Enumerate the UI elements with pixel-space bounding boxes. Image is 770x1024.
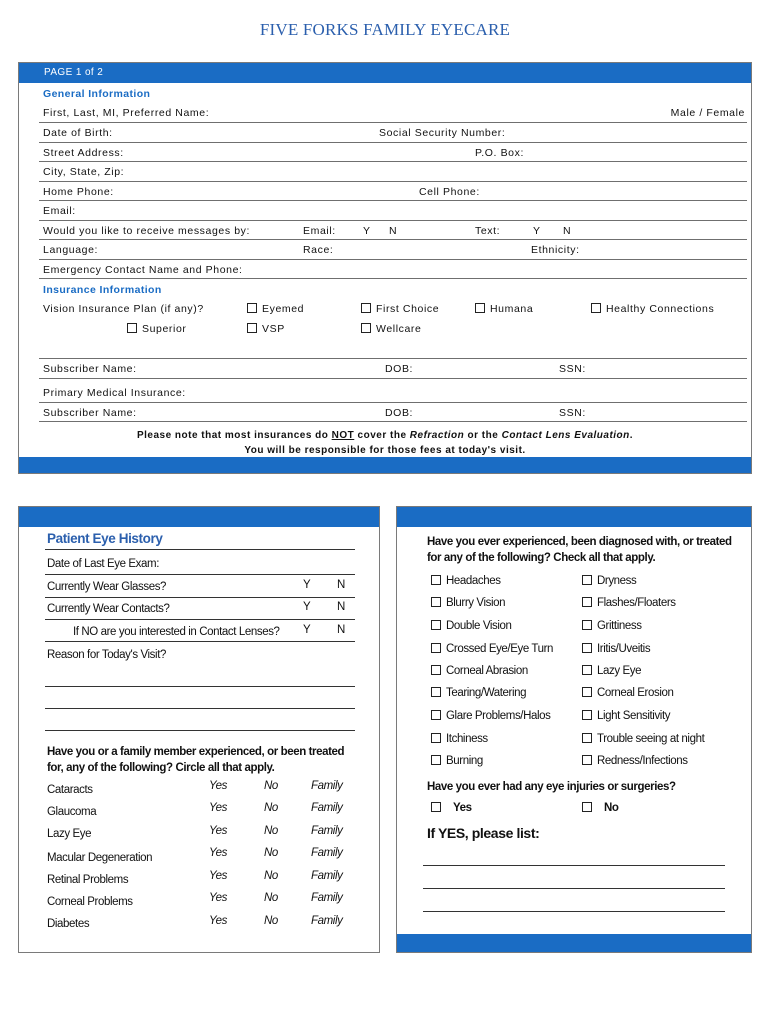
checkbox[interactable] — [431, 643, 441, 653]
symptom-item[interactable]: Trouble seeing at night — [582, 733, 704, 745]
ethnicity-label: Ethnicity: — [531, 244, 580, 256]
dob-label: Date of Birth: — [43, 127, 113, 139]
interested-contacts-label: If NO are you interested in Contact Lenses? — [73, 626, 280, 638]
checkbox[interactable] — [431, 597, 441, 607]
subscriber-dob-label: DOB: — [385, 363, 414, 375]
reason-line[interactable] — [45, 708, 355, 709]
checkbox[interactable] — [431, 733, 441, 743]
condition-family[interactable]: Family — [311, 870, 343, 882]
glasses-no[interactable]: N — [337, 579, 345, 591]
vision-plan-row-2 — [39, 319, 747, 339]
checkbox[interactable] — [582, 710, 592, 720]
condition-yes[interactable]: Yes — [209, 892, 227, 904]
plan-superior[interactable]: Superior — [127, 323, 187, 335]
checkbox[interactable] — [361, 323, 371, 333]
street-label: Street Address: — [43, 146, 124, 159]
medical-ssn-label: SSN: — [559, 406, 586, 419]
checkbox[interactable] — [431, 755, 441, 765]
checkbox[interactable] — [582, 665, 592, 675]
checkbox[interactable] — [582, 643, 592, 653]
injury-list-line[interactable] — [423, 911, 725, 912]
condition-label: Lazy Eye — [47, 828, 92, 840]
checkbox[interactable] — [361, 303, 371, 313]
race-label: Race: — [303, 244, 334, 256]
checkbox[interactable] — [431, 575, 441, 585]
interested-no[interactable]: N — [337, 624, 345, 636]
condition-no[interactable]: No — [264, 870, 278, 882]
checkbox[interactable] — [431, 802, 441, 812]
vision-plan-row — [39, 299, 747, 319]
checkbox[interactable] — [431, 687, 441, 697]
condition-family[interactable]: Family — [311, 847, 343, 859]
msg-email-yes[interactable]: Y — [363, 224, 371, 237]
condition-no[interactable]: No — [264, 780, 278, 792]
messages-label: Would you like to receive messages by: — [43, 224, 251, 237]
checkbox[interactable] — [431, 665, 441, 675]
symptom-item[interactable]: Corneal Abrasion — [431, 665, 528, 677]
condition-no[interactable]: No — [264, 892, 278, 904]
vision-plan-label: Vision Insurance Plan (if any)? — [43, 303, 204, 315]
last-exam-line[interactable] — [45, 574, 355, 575]
insurance-heading-row — [39, 280, 747, 300]
history-header-bar — [19, 507, 379, 527]
symptom-item[interactable]: Blurry Vision — [431, 597, 505, 609]
condition-yes[interactable]: Yes — [209, 780, 227, 792]
plan-first-choice[interactable]: First Choice — [361, 303, 439, 315]
msg-email-label: Email: — [303, 224, 336, 237]
divider — [45, 549, 355, 550]
contacts-label: Currently Wear Contacts? — [47, 603, 170, 615]
symptom-item[interactable]: Glare Problems/Halos — [431, 710, 551, 722]
subscriber-ssn-label: SSN: — [559, 363, 586, 375]
fees-notice: You will be responsible for those fees at today's visit. — [244, 445, 526, 456]
condition-no[interactable]: No — [264, 915, 278, 927]
sex-label[interactable]: Male / Female — [670, 107, 745, 119]
glasses-label: Currently Wear Glasses? — [47, 581, 167, 593]
street-row[interactable] — [39, 143, 747, 163]
injury-list-line[interactable] — [423, 865, 725, 866]
condition-family[interactable]: Family — [311, 892, 343, 904]
checkbox[interactable] — [582, 733, 592, 743]
checkbox[interactable] — [247, 323, 257, 333]
checkbox[interactable] — [582, 802, 592, 812]
condition-yes[interactable]: Yes — [209, 802, 227, 814]
msg-text-no[interactable]: N — [563, 224, 572, 237]
email-row[interactable] — [39, 201, 747, 221]
subscriber-row[interactable] — [39, 359, 747, 379]
registration-section — [18, 62, 752, 474]
condition-no[interactable]: No — [264, 847, 278, 859]
symptom-item[interactable]: Light Sensitivity — [582, 710, 670, 722]
plan-wellcare[interactable]: Wellcare — [361, 323, 421, 335]
subscriber-label: Subscriber Name: — [43, 363, 137, 375]
symptoms-box — [396, 506, 752, 953]
checkbox[interactable] — [431, 710, 441, 720]
emergency-label: Emergency Contact Name and Phone: — [43, 263, 243, 276]
condition-label: Diabetes — [47, 918, 90, 930]
divider — [45, 597, 355, 598]
messages-row — [39, 221, 747, 241]
injury-no-option[interactable]: No — [582, 802, 619, 814]
symptom-item[interactable]: Corneal Erosion — [582, 687, 673, 699]
insurance-notice: Please note that most insurances do NOT cover the Refraction or the Contact Lens Evaluation. — [136, 430, 634, 441]
medical-subscriber-label: Subscriber Name: — [43, 406, 137, 419]
symptom-item[interactable]: Iritis/Uveitis — [582, 643, 650, 655]
reason-line[interactable] — [45, 686, 355, 687]
primary-medical-label: Primary Medical Insurance: — [43, 387, 186, 399]
interested-yes[interactable]: Y — [303, 624, 311, 636]
checkbox[interactable] — [475, 303, 485, 313]
injury-yes-option[interactable]: Yes — [431, 802, 472, 814]
symptoms-question: Have you ever experienced, been diagnosed with, or treated for any of the following? Check all that apply. — [427, 536, 732, 564]
page-footer-bar — [19, 457, 751, 473]
condition-yes[interactable]: Yes — [209, 915, 227, 927]
condition-family[interactable]: Family — [311, 825, 343, 837]
symptom-item[interactable]: Flashes/Floaters — [582, 597, 676, 609]
contacts-no[interactable]: N — [337, 601, 345, 613]
symptom-item[interactable]: Tearing/Watering — [431, 687, 526, 699]
condition-family[interactable]: Family — [311, 915, 343, 927]
checkbox[interactable] — [591, 303, 601, 313]
other-plan-line[interactable] — [39, 339, 747, 359]
msg-text-yes[interactable]: Y — [533, 224, 541, 237]
general-heading-row — [39, 84, 747, 104]
checkbox[interactable] — [582, 755, 592, 765]
contacts-yes[interactable]: Y — [303, 601, 311, 613]
condition-label: Retinal Problems — [47, 874, 129, 886]
patient-eye-history-box — [18, 506, 380, 953]
cell-phone-label: Cell Phone: — [419, 185, 480, 198]
condition-no[interactable]: No — [264, 825, 278, 837]
condition-label: Corneal Problems — [47, 896, 133, 908]
emergency-row[interactable] — [39, 260, 747, 280]
plan-vsp[interactable]: VSP — [247, 323, 285, 335]
symptom-item[interactable]: Double Vision — [431, 620, 512, 632]
condition-label: Cataracts — [47, 784, 93, 796]
city-row[interactable] — [39, 162, 747, 182]
symptom-item[interactable]: Grittiness — [582, 620, 642, 632]
symptom-item[interactable]: Crossed Eye/Eye Turn — [431, 643, 553, 655]
condition-label: Glaucoma — [47, 806, 97, 818]
form-title: FIVE FORKS FAMILY EYECARE — [259, 20, 511, 39]
language-label: Language: — [43, 244, 99, 256]
city-label: City, State, Zip: — [43, 166, 125, 178]
dob-ssn-row[interactable] — [39, 123, 747, 143]
checkbox[interactable] — [247, 303, 257, 313]
name-label: First, Last, MI, Preferred Name: — [43, 107, 210, 119]
symptom-item[interactable]: Headaches — [431, 575, 501, 587]
medical-subscriber-row[interactable] — [39, 403, 747, 423]
symptom-item[interactable]: Burning — [431, 755, 483, 767]
symptoms-header-bar — [397, 507, 751, 527]
condition-label: Macular Degeneration — [47, 852, 153, 864]
home-phone-label: Home Phone: — [43, 185, 114, 198]
checkbox[interactable] — [582, 687, 592, 697]
checkbox[interactable] — [431, 620, 441, 630]
checkbox[interactable] — [582, 597, 592, 607]
symptom-item[interactable]: Redness/Infections — [582, 755, 688, 767]
name-row[interactable] — [39, 103, 747, 123]
reason-line[interactable] — [45, 730, 355, 731]
condition-yes[interactable]: Yes — [209, 825, 227, 837]
msg-email-no[interactable]: N — [389, 224, 398, 237]
plan-healthy-connections[interactable]: Healthy Connections — [591, 303, 714, 315]
checkbox[interactable] — [582, 575, 592, 585]
history-heading: Patient Eye History — [47, 531, 163, 546]
condition-family[interactable]: Family — [311, 802, 343, 814]
glasses-yes[interactable]: Y — [303, 579, 311, 591]
divider — [45, 619, 355, 620]
email-label: Email: — [43, 205, 76, 217]
plan-humana[interactable]: Humana — [475, 303, 533, 315]
checkbox[interactable] — [127, 323, 137, 333]
symptom-item[interactable]: Dryness — [582, 575, 636, 587]
reason-label: Reason for Today's Visit? — [47, 649, 166, 661]
condition-yes[interactable]: Yes — [209, 847, 227, 859]
page-header-bar — [19, 63, 751, 83]
injury-list-line[interactable] — [423, 888, 725, 889]
phone-row[interactable] — [39, 182, 747, 202]
family-history-question: Have you or a family member experienced, or been treated for, any of the following? Circle all that apply. — [47, 746, 345, 774]
condition-no[interactable]: No — [264, 802, 278, 814]
pobox-label: P.O. Box: — [475, 146, 524, 159]
divider — [45, 641, 355, 642]
symptom-item[interactable]: Lazy Eye — [582, 665, 641, 677]
demographics-row[interactable] — [39, 240, 747, 260]
general-info-heading: General Information — [43, 88, 151, 100]
page-label: PAGE 1 of 2 — [44, 67, 104, 78]
injury-list-label: If YES, please list: — [427, 825, 540, 841]
symptom-item[interactable]: Itchiness — [431, 733, 488, 745]
injury-question: Have you ever had any eye injuries or surgeries? — [427, 781, 676, 793]
insurance-info-heading: Insurance Information — [43, 284, 162, 296]
msg-text-label: Text: — [475, 224, 501, 237]
ssn-label: Social Security Number: — [379, 127, 506, 139]
last-exam-label: Date of Last Eye Exam: — [47, 558, 160, 570]
condition-family[interactable]: Family — [311, 780, 343, 792]
checkbox[interactable] — [582, 620, 592, 630]
medical-dob-label: DOB: — [385, 406, 414, 419]
primary-medical-row[interactable] — [39, 383, 747, 403]
plan-eyemed[interactable]: Eyemed — [247, 303, 304, 315]
condition-yes[interactable]: Yes — [209, 870, 227, 882]
symptoms-footer-bar — [397, 934, 751, 952]
